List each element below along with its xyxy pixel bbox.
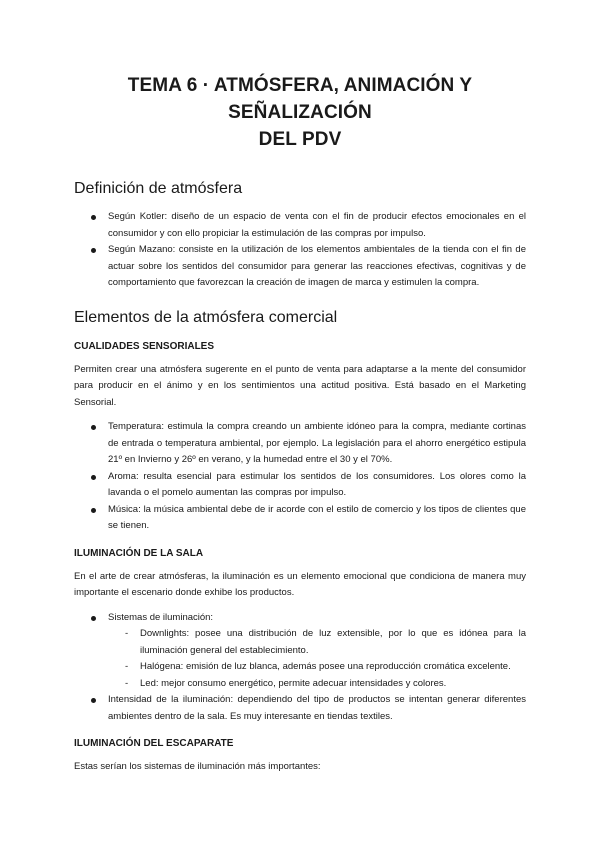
- bullet-icon: [91, 616, 96, 621]
- document-title: [74, 72, 526, 153]
- list-item: Música: la música ambiental debe de ir acorde con el estilo de comercio y los tipos de clientes que se tienen.: [108, 502, 526, 535]
- bullet-icon: [91, 698, 96, 703]
- list-item: [108, 610, 526, 693]
- title-line-1: TEMA 6 · ATMÓSFERA, ANIMACIÓN Y SEÑALIZACIÓN: [127, 75, 473, 123]
- list-item: Aroma: resulta esencial para estimular los sentidos de los consumidores. Los olores como la lavanda o el pomelo aumentan las compras por impulso.: [108, 469, 526, 502]
- section-heading-definicion: Definición de atmósfera: [74, 180, 243, 197]
- paragraph-cualidades: Permiten crear una atmósfera sugerente en el punto de venta para adaptarse a la mente del consumidor para producir en el ánimo y en los sentimientos una actitud positiva. Está basado en el Marketing Sensorial.: [74, 363, 526, 408]
- paragraph-escaparate: Estas serían los sistemas de iluminación más importantes:: [74, 761, 321, 772]
- list-item: Temperatura: estimula la compra creando un ambiente idóneo para la compra, mediante cortinas de entrada o temperatura ambiental, por ejemplo. La legislación para el ahorro energético estipula 21º en Invierno y 26º en verano, y la humedad entre el 30 y el 70%.: [108, 419, 526, 469]
- dash-icon: -: [125, 661, 129, 672]
- subheading-iluminacion-sala: ILUMINACIÓN DE LA SALA: [74, 547, 204, 559]
- bullet-icon: [91, 215, 96, 220]
- list-item: - Halógena: emisión de luz blanca, además posee una reproducción cromática excelente.: [140, 659, 526, 676]
- paragraph-iluminacion: En el arte de crear atmósferas, la iluminación es un elemento emocional que condiciona de manera muy importante el escenario donde exhibe los productos.: [74, 570, 526, 598]
- lighting-systems-list: [108, 626, 526, 692]
- list-item: Intensidad de la iluminación: dependiendo del tipo de productos se intentan generar diferentes ambientes dentro de la sala. Es muy interesante en tiendas textiles.: [108, 692, 526, 725]
- sensory-list: [74, 419, 526, 535]
- dash-icon: -: [125, 677, 129, 689]
- list-item: Según Kotler: diseño de un espacio de venta con el fin de producir efectos emocionales en el consumidor y con ello propiciar la estimulación de las compras por impulso.: [108, 209, 526, 242]
- title-line-2: DEL PDV: [258, 129, 342, 150]
- bullet-icon: [91, 425, 96, 430]
- sistemas-label: Sistemas de iluminación:: [108, 611, 214, 623]
- subheading-iluminacion-escaparate: ILUMINACIÓN DEL ESCAPARATE: [74, 738, 234, 749]
- dash-icon: -: [125, 628, 129, 639]
- bullet-icon: [91, 248, 96, 253]
- bullet-icon: [91, 508, 96, 513]
- definitions-list: [74, 209, 526, 292]
- list-item: Según Mazano: consiste en la utilización de los elementos ambientales de la tienda con el fin de actuar sobre los sentidos del consumidor para generar las reacciones efectivas, cognitivas y de comportamiento que favorezcan la creación de imagen de marca y estimulen la compra.: [108, 242, 526, 292]
- list-item: - Downlights: posee una distribución de luz extensible, por lo que es idónea para la iluminación general del establecimiento.: [125, 628, 526, 656]
- subheading-cualidades: CUALIDADES SENSORIALES: [74, 340, 215, 352]
- list-item: - Led: mejor consumo energético, permite adecuar intensidades y colores.: [140, 676, 526, 693]
- section-heading-elementos: Elementos de la atmósfera comercial: [74, 308, 338, 326]
- bullet-icon: [91, 475, 96, 480]
- lighting-list: [74, 610, 526, 726]
